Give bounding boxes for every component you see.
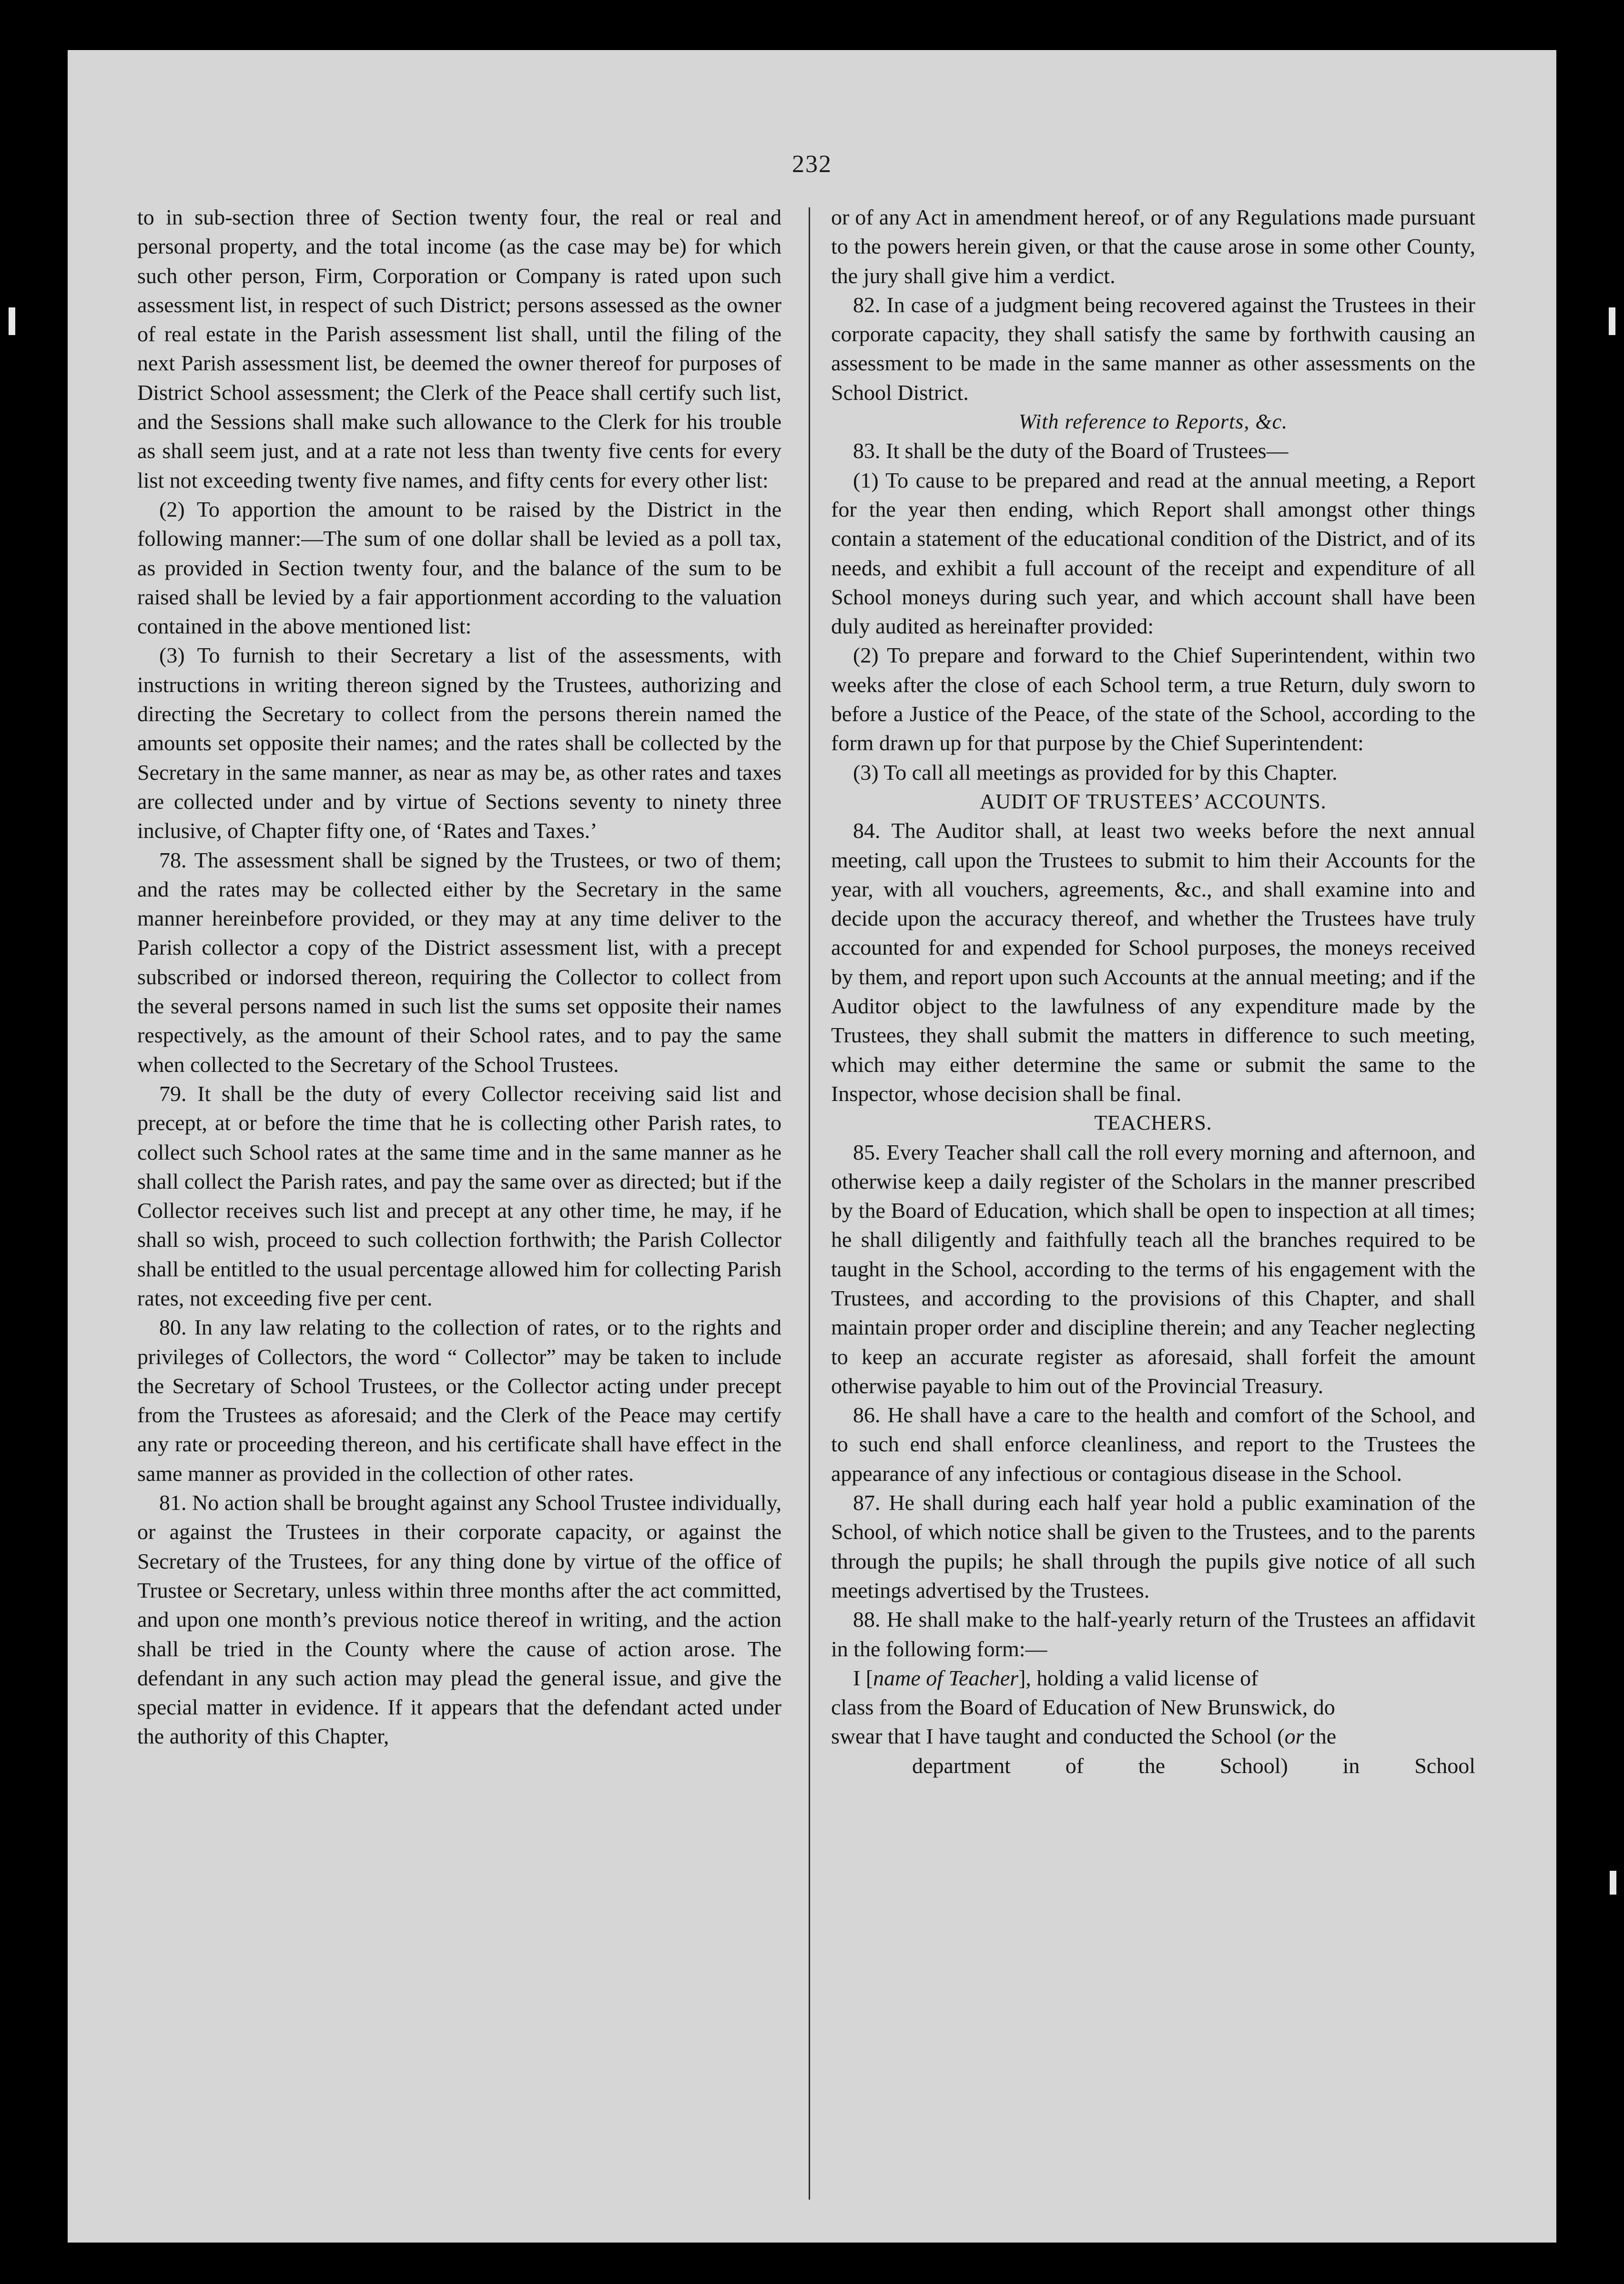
paragraph: 87. He shall during each half year hold a public examination of the School, of which notice shall be given to the Trustees, and to the parents through the pupils; he shall through the pupils give notice of all such meetings advertised by the Trustees. bbox=[831, 1490, 1475, 1602]
paragraph: to in sub-section three of Section twenty four, the real or real and personal property, and the total income (as the case may be) for which such other person, Firm, Corporation or Company is rated upon such assessment list, in respect of such District; persons assessed as the owner of real estate in the Parish assessment list shall, until the filing of the next Parish assessment list, be deemed the owner thereof for purposes of District School assessment; the Clerk of the Peace shall certify such list, and the Sessions shall make such allowance to the Clerk for his trouble as shall seem just, and at a rate not less than twenty five cents for every list not exceeding twenty five names, and fifty cents for every other list: bbox=[137, 205, 782, 492]
paragraph: (2) To apportion the amount to be raised by the District in the following manner:—The sum of one dollar shall be levied as a poll tax, as provided in Section twenty four, and the balance of the sum to be raised shall be levied by a fair apportionment according to the valuation contained in the above mentioned list: bbox=[137, 497, 782, 639]
paragraph: (3) To call all meetings as provided for by this Chapter. bbox=[853, 760, 1338, 785]
paragraph: 86. He shall have a care to the health and comfort of the School, and to such end shall enforce cleanliness, and report to the Trustees the appearance of any infectious or contagious disease in the School. bbox=[831, 1403, 1475, 1486]
scan-edge-mark bbox=[9, 307, 15, 335]
paragraph: 80. In any law relating to the collection of rates, or to the rights and privileges of Collectors, the word “ Collector” may be taken to include the Secretary of School Trustees, or the Collector acting under precept from the Trustees as aforesaid; and the Clerk of the Peace may certify any rate or proceeding thereon, and his certificate shall have effect in the same manner as provided in the collection of other rates. bbox=[137, 1315, 782, 1486]
paragraph: 88. He shall make to the half-yearly return of the Trustees an affidavit in the following form:— bbox=[831, 1607, 1475, 1661]
section-heading: AUDIT OF TRUSTEES’ ACCOUNTS. bbox=[980, 789, 1327, 813]
right-column bbox=[831, 203, 1475, 2214]
section-heading: TEACHERS. bbox=[1094, 1111, 1212, 1135]
paragraph: (2) To prepare and forward to the Chief Superintendent, within two weeks after the close of each School term, a true Return, duly sworn to before a Justice of the Peace, of the state of the School, according to the form drawn up for that purpose by the Chief Superintendent: bbox=[831, 643, 1475, 755]
affidavit-line-3: swear that I have taught and conducted the School (or the bbox=[831, 1724, 1337, 1749]
paragraph: 83. It shall be the duty of the Board of Trustees— bbox=[853, 438, 1289, 463]
column-divider bbox=[809, 207, 810, 2200]
paragraph: (3) To furnish to their Secretary a list of the assessments, with instructions in writing thereon signed by the Trustees, authorizing and directing the Secretary to collect from the persons therein named the amounts set opposite their names; and the rates shall be collected by the Secretary in the same manner, as near as may be, as other rates and taxes are collected under and by virtue of Sections seventy to ninety three inclusive, of Chapter fifty one, of ‘Rates and Taxes.’ bbox=[137, 643, 782, 843]
paragraph: 82. In case of a judgment being recovered against the Trustees in their corporate capacity, they shall satisfy the same by forthwith causing an assessment to be made in the same manner as other assessments on the School District. bbox=[831, 292, 1475, 405]
scan-edge-mark bbox=[1610, 1871, 1616, 1895]
scan-edge-mark bbox=[1609, 307, 1615, 335]
section-heading: With reference to Reports, &c. bbox=[1018, 410, 1288, 434]
paragraph: 79. It shall be the duty of every Collector receiving said list and precept, at or before the time that he is collecting other Parish rates, to collect such School rates at the same time and in the same manner as he shall collect the Parish rates, and pay the same over as directed; but if the Collector receives such list and precept at any other time, he may, if he shall so wish, proceed to such collection forthwith; the Parish Collector shall be entitled to the usual percentage allowed him for collecting Parish rates, not exceeding five per cent. bbox=[137, 1081, 782, 1310]
paragraph: 85. Every Teacher shall call the roll every morning and afternoon, and otherwise keep a daily register of the Scholars in the manner prescribed by the Board of Education, which shall be open to inspection at all times; he shall diligently and faithfully teach all the branches required to be taught in the School, according to the terms of his engagement with the Trustees, and according to the provisions of this Chapter, and shall maintain proper order and discipline therein; and any Teacher neglecting to keep an accurate register as aforesaid, shall forfeit the amount otherwise payable to him out of the Provincial Treasury. bbox=[831, 1140, 1475, 1398]
paragraph: 78. The assessment shall be signed by the Trustees, or two of them; and the rates may be collected either by the Secretary in the same manner hereinbefore provided, or they may at any time deliver to the Parish collector a copy of the District assessment list, with a precept subscribed or indorsed thereon, requiring the Collector to collect from the several persons named in such list the sums set opposite their names respectively, as the amount of their School rates, and to pay the same when collected to the Secretary of the School Trustees. bbox=[137, 847, 782, 1077]
left-column bbox=[137, 203, 782, 2214]
page-number: 232 bbox=[792, 151, 832, 178]
paragraph: or of any Act in amendment hereof, or of any Regulations made pursuant to the powers herein given, or that the cause arose in some other County, the jury shall give him a verdict. bbox=[831, 205, 1475, 288]
document-page bbox=[68, 50, 1556, 2243]
paragraph: 81. No action shall be brought against any School Trustee individually, or against the Trustees in their corporate capacity, or against the Secretary of the Trustees, for any thing done by virtue of the office of Trustee or Secretary, unless within three months after the act committed, and upon one month’s previous notice thereof in writing, and the action shall be tried in the County where the cause of action arose. The defendant in any such action may plead the general issue, and give the special matter in evidence. If it appears that the defendant acted under the authority of this Chapter, bbox=[137, 1490, 782, 1749]
affidavit-line-2: class from the Board of Education of New Brunswick, do bbox=[831, 1695, 1335, 1720]
paragraph: (1) To cause to be prepared and read at the annual meeting, a Report for the year then ending, which Report shall amongst other things contain a statement of the educational condition of the District, and of its needs, and exhibit a full account of the receipt and expenditure of all School moneys during such year, and which account shall have been duly audited as hereinafter provided: bbox=[831, 468, 1475, 639]
affidavit-line-4: department of the School) in School bbox=[912, 1753, 1475, 1778]
paragraph: 84. The Auditor shall, at least two weeks before the next annual meeting, call upon the Trustees to submit to him their Accounts for the year, with all vouchers, agreements, &c., and shall examine into and decide upon the accuracy thereof, and whether the Trustees have truly accounted for and expended for School purposes, the moneys received by them, and report upon such Accounts at the annual meeting; and if the Auditor object to the lawfulness of any expenditure made by the Trustees, they shall submit the matters in difference to such meeting, which may either determine the same or submit the same to the Inspector, whose decision shall be final. bbox=[831, 818, 1475, 1106]
affidavit-line-1: I [name of Teacher], holding a valid license of bbox=[853, 1665, 1259, 1690]
